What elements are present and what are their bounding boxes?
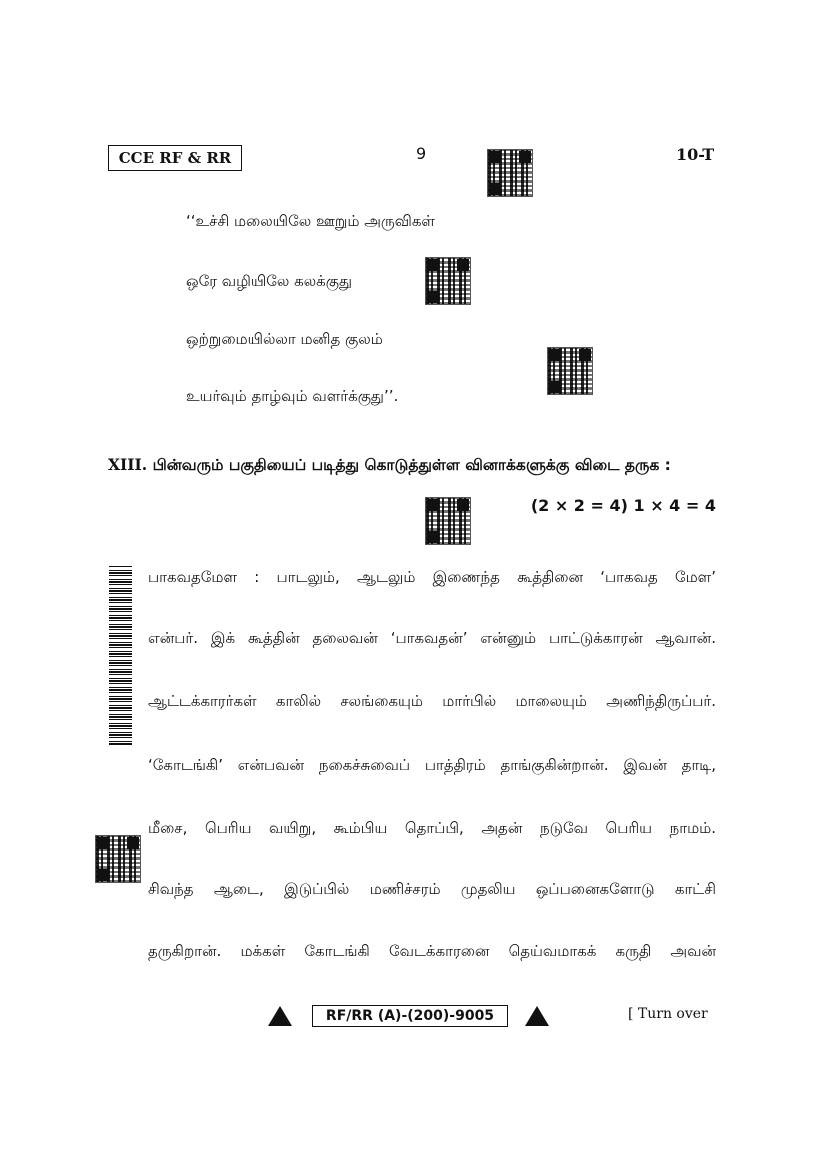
- qr-code-icon: [96, 836, 140, 882]
- passage-line-5: மீசை, பெரிய வயிறு, கூம்பிய தொப்பி, அதன் நடுவே பெரிய நாமம்.: [148, 819, 716, 837]
- question-heading: [108, 455, 671, 476]
- paper-code: 10-T: [676, 145, 715, 164]
- footer-paper-code: RF/RR (A)-(200)-9005: [312, 1005, 508, 1027]
- barcode-icon: [109, 565, 132, 745]
- qr-code-icon: [488, 150, 532, 196]
- poem-line-1: ‘‘உச்சி மலையிலே ஊறும் அருவிகள்: [186, 212, 435, 230]
- question-number: XIII.: [108, 455, 148, 474]
- exam-code-box: CCE RF & RR: [108, 145, 242, 171]
- marks-allocation: (2 × 2 = 4) 1 × 4 = 4: [530, 496, 716, 515]
- poem-line-4: உயர்வும் தாழ்வும் வளர்க்குது’’.: [186, 387, 399, 405]
- question-instruction: பின்வரும் பகுதியைப் படித்து கொடுத்துள்ள வினாக்களுக்கு விடை தருக :: [152, 456, 671, 474]
- qr-code-icon: [548, 348, 592, 394]
- triangle-marker-icon: [525, 1006, 549, 1026]
- passage-line-2: என்பர். இக் கூத்தின் தலைவன் ‘பாகவதன்’ என்னும் பாட்டுக்காரன் ஆவான்.: [148, 629, 716, 647]
- turn-over-label: [ Turn over: [628, 1006, 708, 1022]
- passage-line-4: ‘கோடங்கி’ என்பவன் நகைச்சுவைப் பாத்திரம் தாங்குகின்றான். இவன் தாடி,: [148, 756, 716, 774]
- passage-line-6: சிவந்த ஆடை, இடுப்பில் மணிச்சரம் முதலிய ஒப்பனைகளோடு காட்சி: [148, 880, 716, 898]
- passage-line-7: தருகிறான். மக்கள் கோடங்கி வேடக்காரனை தெய்வமாகக் கருதி அவன்: [148, 942, 716, 960]
- page-number: 9: [416, 144, 427, 163]
- passage-line-3: ஆட்டக்காரர்கள் காலில் சலங்கையும் மார்பில் மாலையும் அணிந்திருப்பர்.: [148, 692, 716, 710]
- triangle-marker-icon: [268, 1006, 292, 1026]
- qr-code-icon: [426, 258, 470, 304]
- poem-line-2: ஒரே வழியிலே கலக்குது: [186, 272, 353, 290]
- qr-code-icon: [426, 498, 470, 544]
- passage-line-1: பாகவதமேள : பாடலும், ஆடலும் இணைந்த கூத்தினை ‘பாகவத மேள’: [148, 568, 716, 586]
- poem-line-3: ஒற்றுமையில்லா மனித குலம்: [186, 330, 383, 348]
